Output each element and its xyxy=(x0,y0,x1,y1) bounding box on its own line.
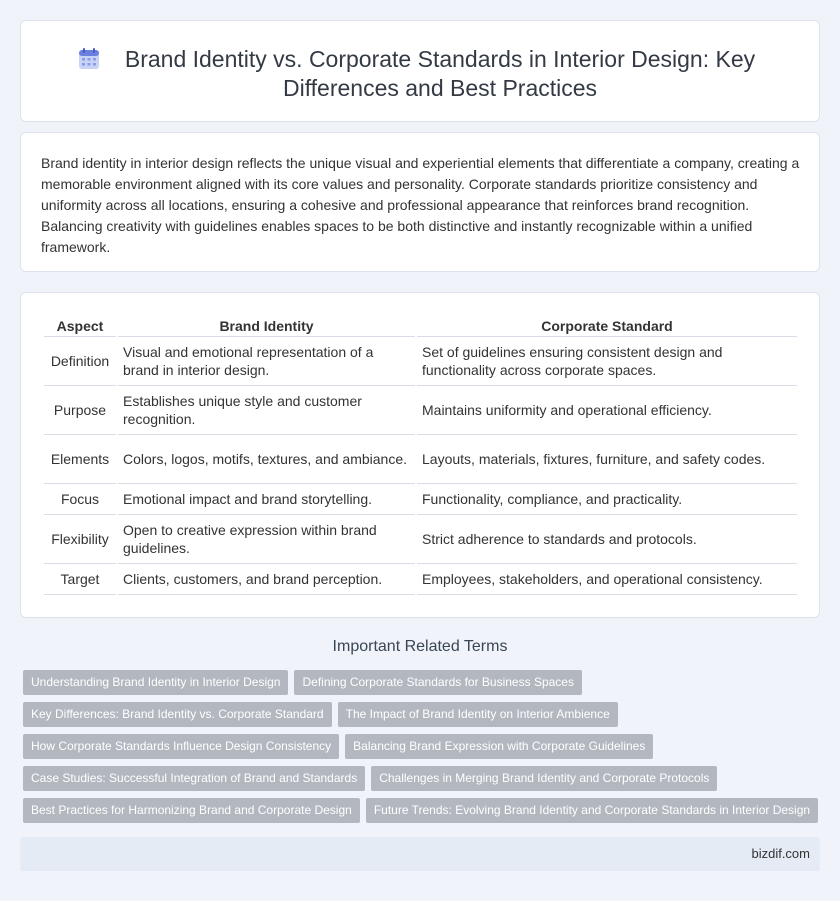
row-aspect: Elements xyxy=(44,435,116,484)
related-term-link[interactable]: Case Studies: Successful Integration of Brand and Standards xyxy=(23,766,365,791)
comparison-table-card xyxy=(20,292,820,618)
related-term-link[interactable]: Challenges in Merging Brand Identity and Corporate Protocols xyxy=(371,766,717,791)
site-name[interactable]: bizdif.com xyxy=(751,846,810,861)
related-terms-list xyxy=(20,670,820,830)
row-aspect: Purpose xyxy=(44,386,116,435)
row-corporate-standard: Employees, stakeholders, and operational consistency. xyxy=(417,564,797,595)
related-term-link[interactable]: Best Practices for Harmonizing Brand and Corporate Design xyxy=(23,798,360,823)
row-corporate-standard: Set of guidelines ensuring consistent design and functionality across corporate spaces. xyxy=(417,337,797,386)
intro-card xyxy=(20,132,820,272)
row-corporate-standard: Layouts, materials, fixtures, furniture, and safety codes. xyxy=(417,435,797,484)
table-row xyxy=(44,484,797,515)
table-row xyxy=(44,435,797,484)
row-brand-identity: Colors, logos, motifs, textures, and ambiance. xyxy=(118,435,415,484)
row-aspect: Flexibility xyxy=(44,515,116,564)
row-brand-identity: Establishes unique style and customer recognition. xyxy=(118,386,415,435)
row-brand-identity: Clients, customers, and brand perception. xyxy=(118,564,415,595)
row-brand-identity: Emotional impact and brand storytelling. xyxy=(118,484,415,515)
footer xyxy=(20,837,820,871)
row-brand-identity: Open to creative expression within brand guidelines. xyxy=(118,515,415,564)
related-term-link[interactable]: Defining Corporate Standards for Business Spaces xyxy=(294,670,581,695)
related-term-link[interactable]: Understanding Brand Identity in Interior Design xyxy=(23,670,288,695)
table-row xyxy=(44,564,797,595)
related-terms-heading: Important Related Terms xyxy=(332,638,508,655)
related-term-link[interactable]: Future Trends: Evolving Brand Identity and Corporate Standards in Interior Design xyxy=(366,798,818,823)
row-aspect: Focus xyxy=(44,484,116,515)
row-aspect: Definition xyxy=(44,337,116,386)
column-header-corporate-standard: Corporate Standard xyxy=(417,315,797,337)
comparison-table xyxy=(42,315,799,595)
row-corporate-standard: Strict adherence to standards and protocols. xyxy=(417,515,797,564)
row-brand-identity: Visual and emotional representation of a brand in interior design. xyxy=(118,337,415,386)
table-row xyxy=(44,515,797,564)
related-term-link[interactable]: Balancing Brand Expression with Corporate Guidelines xyxy=(345,734,653,759)
title-card xyxy=(20,20,820,122)
related-term-link[interactable]: Key Differences: Brand Identity vs. Corporate Standard xyxy=(23,702,332,727)
related-term-link[interactable]: How Corporate Standards Influence Design Consistency xyxy=(23,734,339,759)
column-header-aspect: Aspect xyxy=(44,315,116,337)
intro-paragraph: Brand identity in interior design reflects the unique visual and experiential elements that differentiate a company, creating a memorable environment aligned with its core values and personality. Corporate standards prioritize consistency and uniformity across all locations, ensuring a cohesive and professional appearance that reinforces brand recognition. Balancing creativity with guidelines enables spaces to be both distinctive and instantly recognizable within a unified framework. xyxy=(41,155,800,255)
page-title: Brand Identity vs. Corporate Standards in Interior Design: Key Differences and Best Practices xyxy=(124,46,756,101)
column-header-brand-identity: Brand Identity xyxy=(118,315,415,337)
row-corporate-standard: Functionality, compliance, and practicality. xyxy=(417,484,797,515)
row-corporate-standard: Maintains uniformity and operational efficiency. xyxy=(417,386,797,435)
table-row xyxy=(44,386,797,435)
row-aspect: Target xyxy=(44,564,116,595)
table-row xyxy=(44,337,797,386)
related-term-link[interactable]: The Impact of Brand Identity on Interior Ambience xyxy=(338,702,618,727)
